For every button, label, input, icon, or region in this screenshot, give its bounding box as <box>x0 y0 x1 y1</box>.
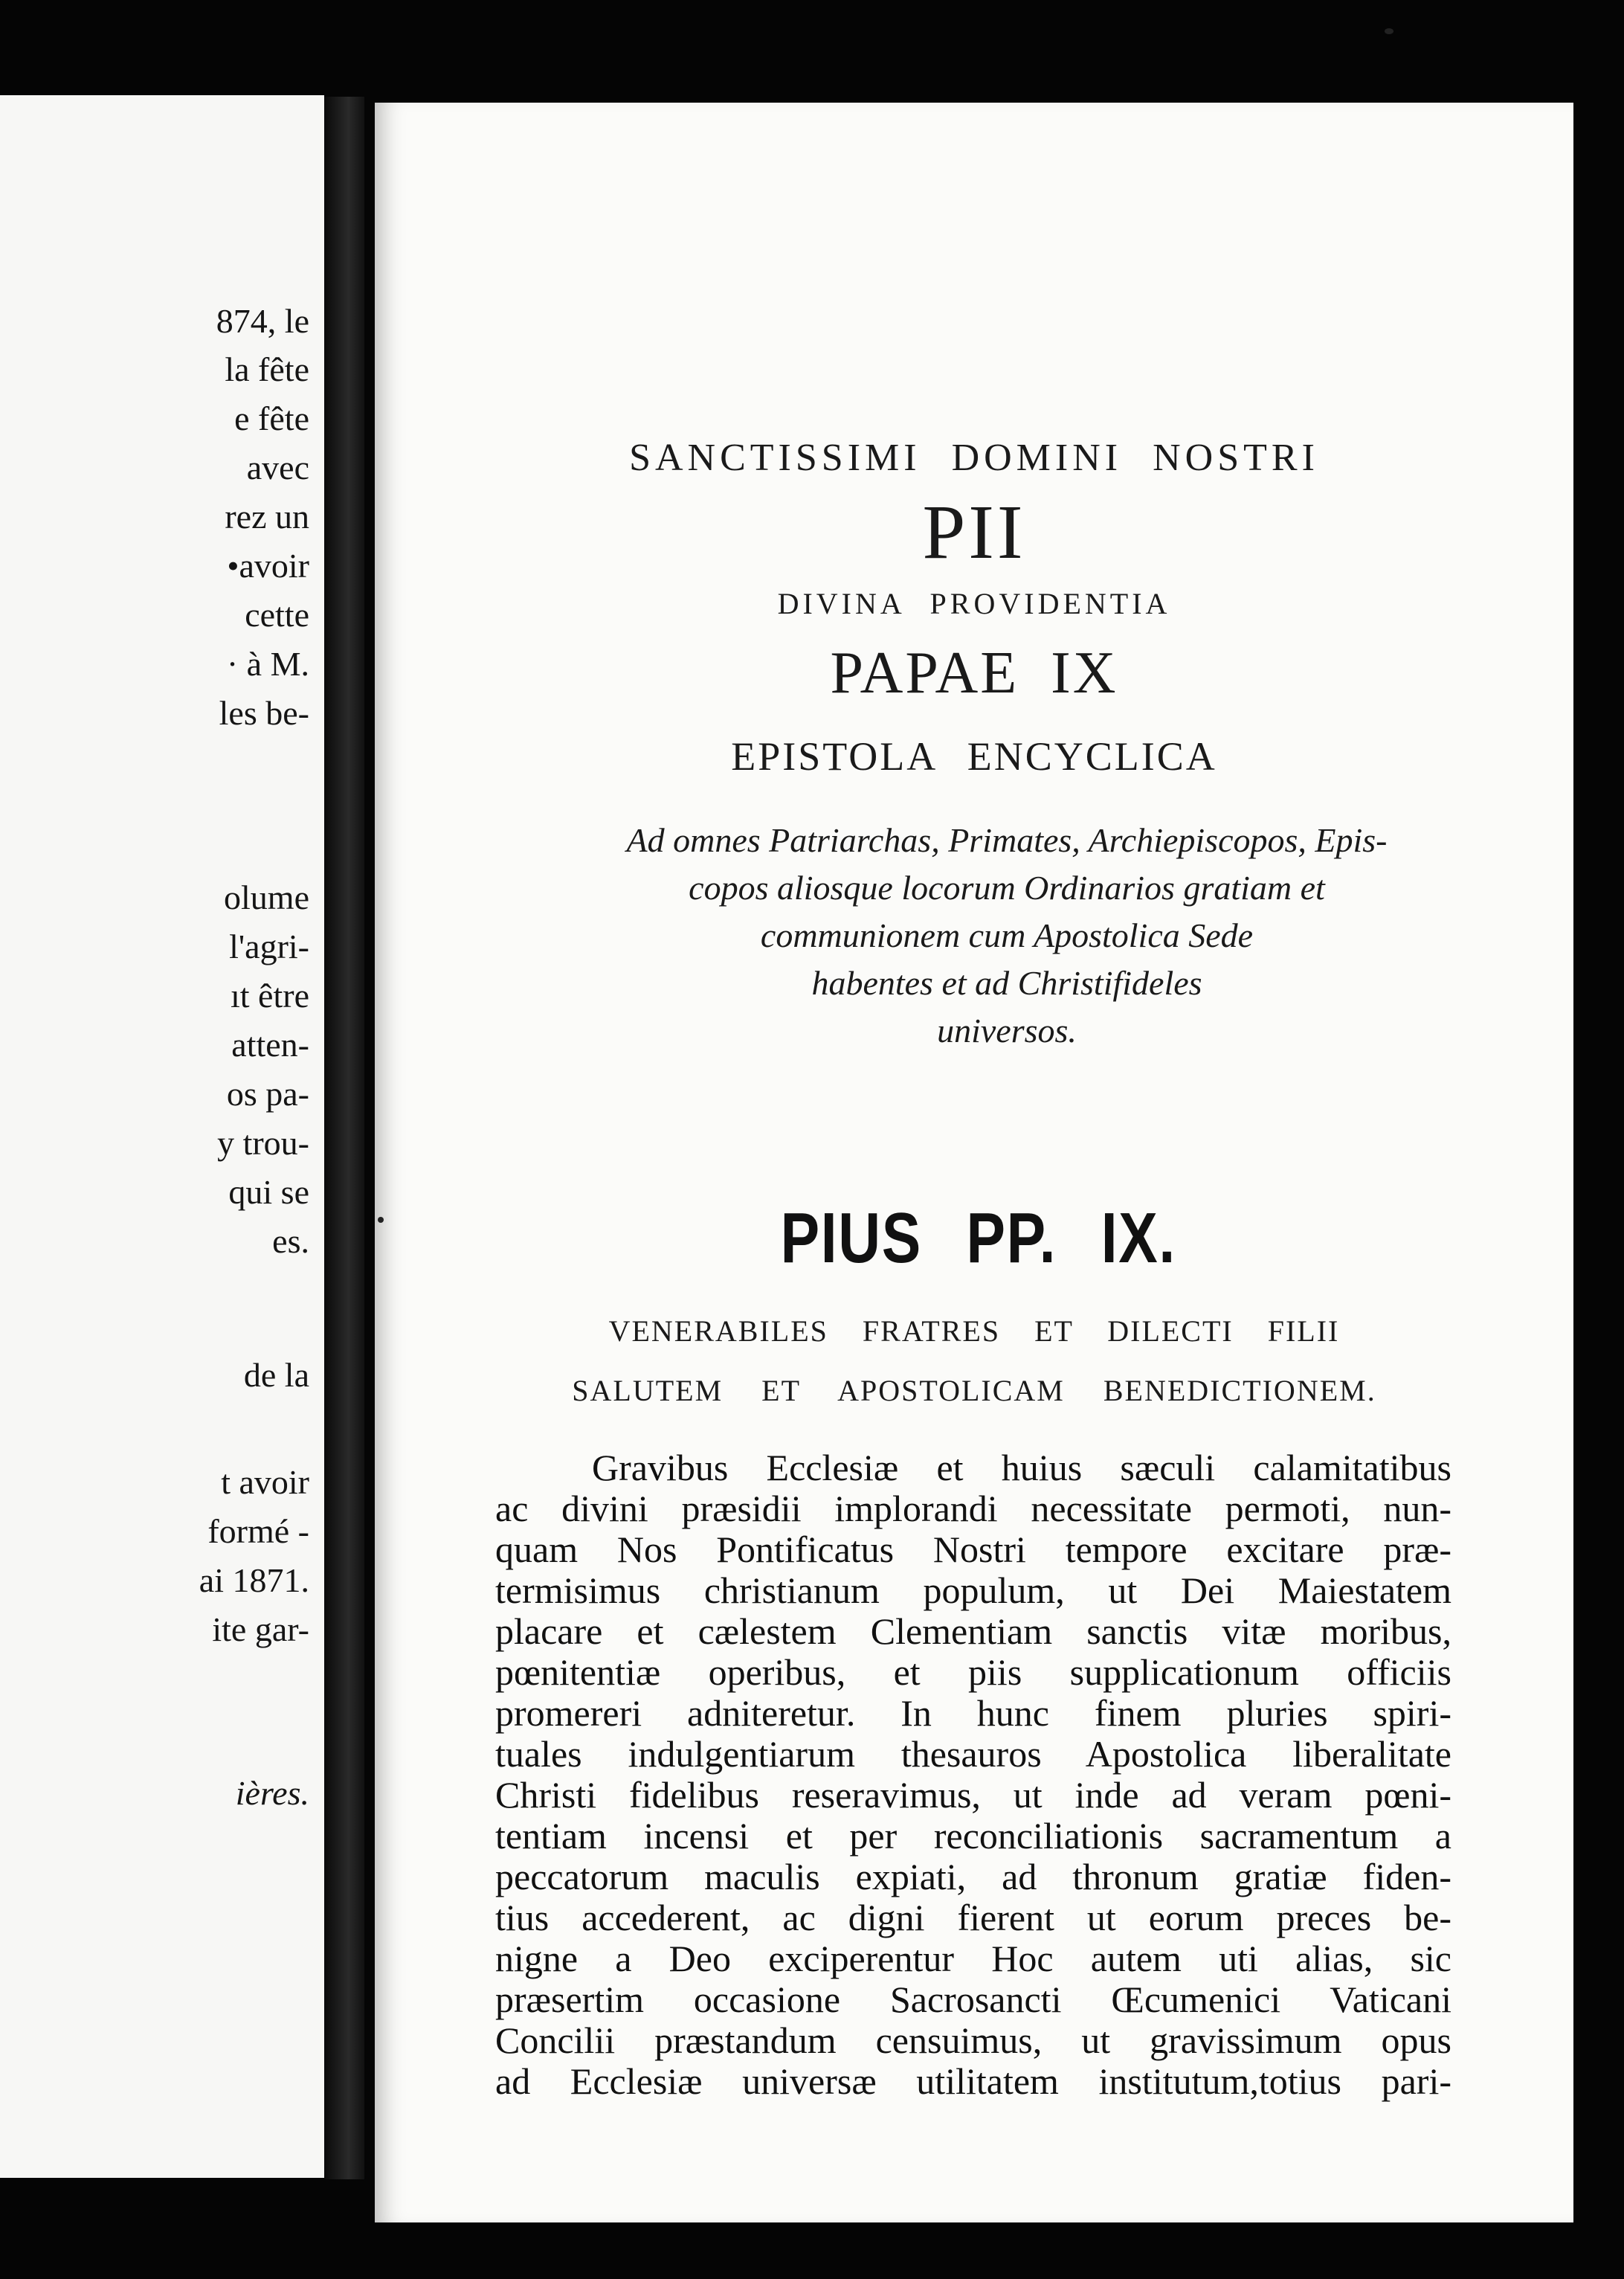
right-page <box>375 103 1573 2222</box>
address-line: universos. <box>937 1012 1077 1050</box>
print-speck <box>378 1217 384 1223</box>
left-page-line: cette <box>245 596 309 634</box>
header-pii: PII <box>922 489 1026 575</box>
print-speck <box>1385 28 1393 34</box>
body-line: nigne a Deo exciperentur Hoc autem uti alias, sic <box>495 1938 1451 1979</box>
left-page-line: ai 1871. <box>199 1561 309 1599</box>
header-sanctissimi: SANCTISSIMI DOMINI NOSTRI <box>629 437 1319 479</box>
left-page-line: ıt être <box>231 977 309 1015</box>
header-divina-providentia: DIVINA PROVIDENTIA <box>777 587 1171 620</box>
left-page-line: ite gar- <box>212 1610 309 1648</box>
body-line: peccatorum maculis expiati, ad thronum gratiæ fiden- <box>495 1856 1451 1897</box>
left-page-line: os pa- <box>226 1075 309 1113</box>
left-page <box>0 95 324 2178</box>
header-epistola-encyclica: EPISTOLA ENCYCLICA <box>731 734 1217 779</box>
body-line: quam Nos Pontificatus Nostri tempore excitare præ- <box>495 1529 1451 1570</box>
left-page-line: formé - <box>207 1512 309 1550</box>
left-page-line: la fête <box>225 350 309 388</box>
body-line: tentiam incensi et per reconciliationis sacramentum a <box>495 1815 1451 1857</box>
body-line: placare et cælestem Clementiam sanctis vitæ moribus, <box>495 1610 1451 1652</box>
address-line: Ad omnes Patriarchas, Primates, Archiepiscopos, Epis- <box>626 821 1388 859</box>
left-page-line: de la <box>243 1356 309 1394</box>
left-page-line: · à M. <box>226 645 309 683</box>
left-page-line: avec <box>246 449 309 486</box>
address-line: communionem cum Apostolica Sede <box>760 916 1254 954</box>
header-papae-ix: PAPAE IX <box>830 640 1118 706</box>
left-page-line: qui se <box>228 1173 309 1211</box>
left-page-line: es. <box>272 1222 309 1260</box>
left-page-line: les be- <box>219 694 309 732</box>
address-block <box>531 817 1483 1055</box>
body-line: Concilii præstandum censuimus, ut gravissimum opus <box>495 2019 1451 2061</box>
left-page-line: •avoir <box>227 547 309 585</box>
address-line: copos aliosque locorum Ordinarios gratiam et <box>689 869 1325 907</box>
left-page-line: l'agri- <box>229 928 309 965</box>
salutation-salutem: SALUTEM ET APOSTOLICAM BENEDICTIONEM. <box>572 1374 1376 1407</box>
body-line: ad Ecclesiæ universæ utilitatem institutum,totius pari- <box>495 2060 1451 2102</box>
salutation-venerabiles: VENERABILES FRATRES ET DILECTI FILII <box>608 1314 1340 1348</box>
body-line: Gravibus Ecclesiæ et huius sæculi calamitatibus <box>592 1447 1451 1488</box>
left-page-line: 874, le <box>216 302 309 340</box>
body-line: tuales indulgentiarum thesauros Apostolica liberalitate <box>495 1733 1451 1775</box>
body-line: præsertim occasione Sacrosancti Œcumenici Vaticani <box>495 1979 1451 2020</box>
body-line: ac divini præsidii implorandi necessitate permoti, nun- <box>495 1488 1451 1529</box>
body-line: pœnitentiæ operibus, et piis supplicationum officiis <box>495 1651 1451 1693</box>
body-line: promereri adniteretur. In hunc finem pluries spiri- <box>495 1692 1451 1734</box>
pius-heading: PIUS PP. IX. <box>780 1198 1176 1278</box>
address-line: habentes et ad Christifideles <box>811 964 1202 1002</box>
book-spine <box>324 97 364 2179</box>
left-page-line: atten- <box>231 1026 309 1064</box>
left-page-line: y trou- <box>217 1124 309 1162</box>
left-page-line: rez un <box>225 498 309 536</box>
body-paragraph <box>495 1447 1451 2102</box>
left-page-line: t avoir <box>221 1463 309 1501</box>
left-page-line: e fête <box>234 399 309 437</box>
left-page-line: olume <box>224 878 309 916</box>
body-line: tius accederent, ac digni fierent ut eorum preces be- <box>495 1897 1451 1938</box>
body-line: Christi fidelibus reseravimus, ut inde ad veram pœni- <box>495 1774 1451 1816</box>
body-line: termisimus christianum populum, ut Dei Maiestatem <box>495 1569 1451 1611</box>
left-page-line: ières. <box>235 1774 309 1812</box>
